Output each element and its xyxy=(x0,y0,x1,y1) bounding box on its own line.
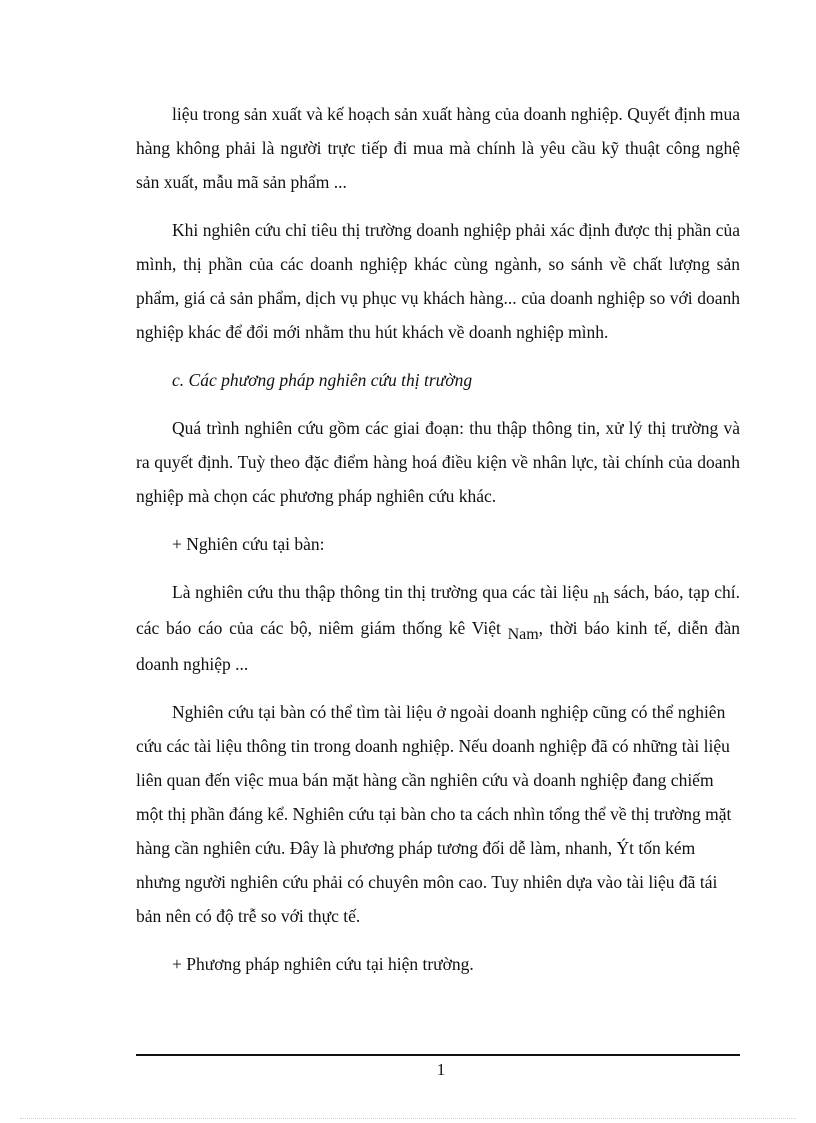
section-heading-c: c. Các phương pháp nghiên cứu thị trường xyxy=(172,370,473,390)
footer-rule xyxy=(136,1054,740,1056)
paragraph-2: Khi nghiên cứu chỉ tiêu thị trường doanh nghiệp phải xác định được thị phần của mình, thị phần của các doanh nghiệp khác cùng ngành, so sánh về chất lượng sản phẩm, giá cả sản phẩm, dịch vụ phục vụ khách hàng... của doanh nghiệp so với doanh nghiệp khác để đổi mới nhằm thu hút khách về doanh nghiệp mình. xyxy=(136,220,740,342)
paragraph-4-subscript-a: nh xyxy=(593,590,610,607)
paragraph-4-subscript-b: Nam xyxy=(507,626,539,643)
paragraph-4-text-c: , thời báo kinh tế, diễn đàn doanh nghiệp ... xyxy=(136,618,740,674)
bullet-field-research: + Phương pháp nghiên cứu tại hiện trường. xyxy=(172,954,474,974)
page-edge-divider xyxy=(20,1118,796,1119)
paragraph-4-text-b: sách, báo, tạp chí. các báo cáo của các bộ, niêm giám thống kê Việt xyxy=(136,582,741,638)
page-number: 1 xyxy=(436,1060,446,1079)
document-body xyxy=(136,97,740,995)
paragraph-1: liệu trong sản xuất và kế hoạch sản xuất hàng của doanh nghiệp. Quyết định mua hàng không phải là người trực tiếp đi mua mà chính là yêu cầu kỹ thuật công nghệ sản xuất, mẫu mã sản phẩm ... xyxy=(136,104,740,192)
paragraph-5: Nghiên cứu tại bàn có thể tìm tài liệu ở ngoài doanh nghiệp cũng có thể nghiên cứu các tài liệu thông tin trong doanh nghiệp. Nếu doanh nghiệp đã có những tài liệu liên quan đến việc mua bán mặt hàng cần nghiên cứu và doanh nghiệp đang chiếm một thị phần đáng kể. Nghiên cứu tại bàn cho ta cách nhìn tổng thể về thị trường mặt hàng cần nghiên cứu. Đây là phương pháp tương đối dễ làm, nhanh, Ýt tốn kém nhưng người nghiên cứu phải có chuyên môn cao. Tuy nhiên dựa vào tài liệu đã tái bản nên có độ trễ so với thực tế. xyxy=(136,702,732,926)
bullet-desk-research: + Nghiên cứu tại bàn: xyxy=(172,534,325,554)
paragraph-4-text-a: Là nghiên cứu thu thập thông tin thị trường qua các tài liệu xyxy=(172,582,594,602)
paragraph-4 xyxy=(136,575,740,681)
paragraph-3: Quá trình nghiên cứu gồm các giai đoạn: thu thập thông tin, xử lý thị trường và ra quyết định. Tuỳ theo đặc điểm hàng hoá điều kiện về nhân lực, tài chính của doanh nghiệp mà chọn các phương pháp nghiên cứu khác. xyxy=(136,418,740,506)
